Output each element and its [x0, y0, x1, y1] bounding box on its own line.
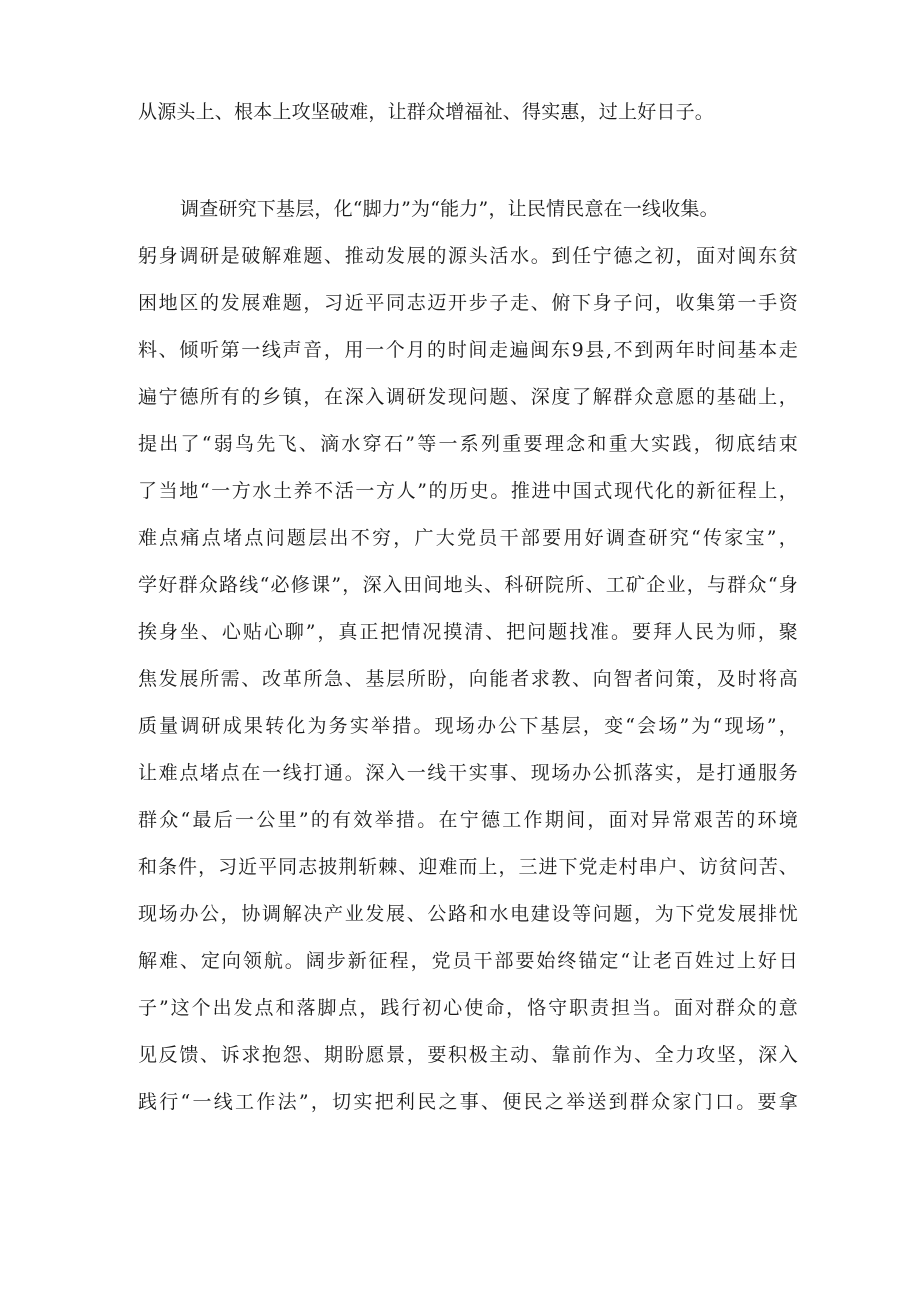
text-line: 现场办公，协调解决产业发展、公路和水电建设等问题，为下党发展排忧 [138, 903, 798, 925]
text-line: 了当地“一方水土养不活一方人”的历史。推进中国式现代化的新征程上， [138, 480, 798, 502]
text-line: 见反馈、诉求抱怨、期盼愿景，要积极主动、靠前作为、全力攻坚，深入 [138, 1044, 798, 1066]
text-line: 解难、定向领航。阔步新征程，党员干部要始终锚定“让老百姓过上好日 [138, 950, 798, 972]
text-line: 提出了“弱鸟先飞、滴水穿石”等一系列重要理念和重大实践，彻底结束 [138, 433, 798, 455]
text-line: 难点痛点堵点问题层出不穷，广大党员干部要用好调查研究“传家宝”， [138, 527, 798, 549]
text-line: 群众“最后一公里”的有效举措。在宁德工作期间，面对异常艰苦的环境 [138, 809, 798, 831]
text-line: 和条件，习近平同志披荆斩棘、迎难而上，三进下党走村串户、访贫问苦、 [138, 856, 798, 878]
text-line: 遍宁德所有的乡镇，在深入调研发现问题、深度了解群众意愿的基础上， [138, 386, 798, 408]
text-line: 躬身调研是破解难题、推动发展的源头活水。到任宁德之初，面对闽东贫 [138, 245, 798, 267]
text-line: 子”这个出发点和落脚点，践行初心使命，恪守职责担当。面对群众的意 [138, 997, 798, 1019]
text-line: 从源头上、根本上攻坚破难，让群众增福祉、得实惠，过上好日子。 [138, 101, 715, 123]
text-line: 质量调研成果转化为务实举措。现场办公下基层，变“会场”为“现场”， [138, 715, 798, 737]
text-line: 践行“一线工作法”，切实把利民之事、便民之举送到群众家门口。要拿 [138, 1091, 798, 1113]
text-line: 挨身坐、心贴心聊”，真正把情况摸清、把问题找准。要拜人民为师，聚 [138, 621, 798, 643]
text-line: 让难点堵点在一线打通。深入一线干实事、现场办公抓落实，是打通服务 [138, 762, 798, 784]
text-line: 困地区的发展难题，习近平同志迈开步子走、俯下身子问，收集第一手资 [138, 292, 798, 314]
text-line: 焦发展所需、改革所急、基层所盼，向能者求教、向智者问策，及时将高 [138, 668, 798, 690]
text-line: 料、倾听第一线声音，用一个月的时间走遍闽东9县,不到两年时间基本走 [138, 339, 798, 361]
paragraph-lead-line: 调查研究下基层，化“脚力”为“能力”，让民情民意在一线收集。 [180, 198, 719, 220]
text-line: 学好群众路线“必修课”，深入田间地头、科研院所、工矿企业，与群众“身 [138, 574, 798, 596]
